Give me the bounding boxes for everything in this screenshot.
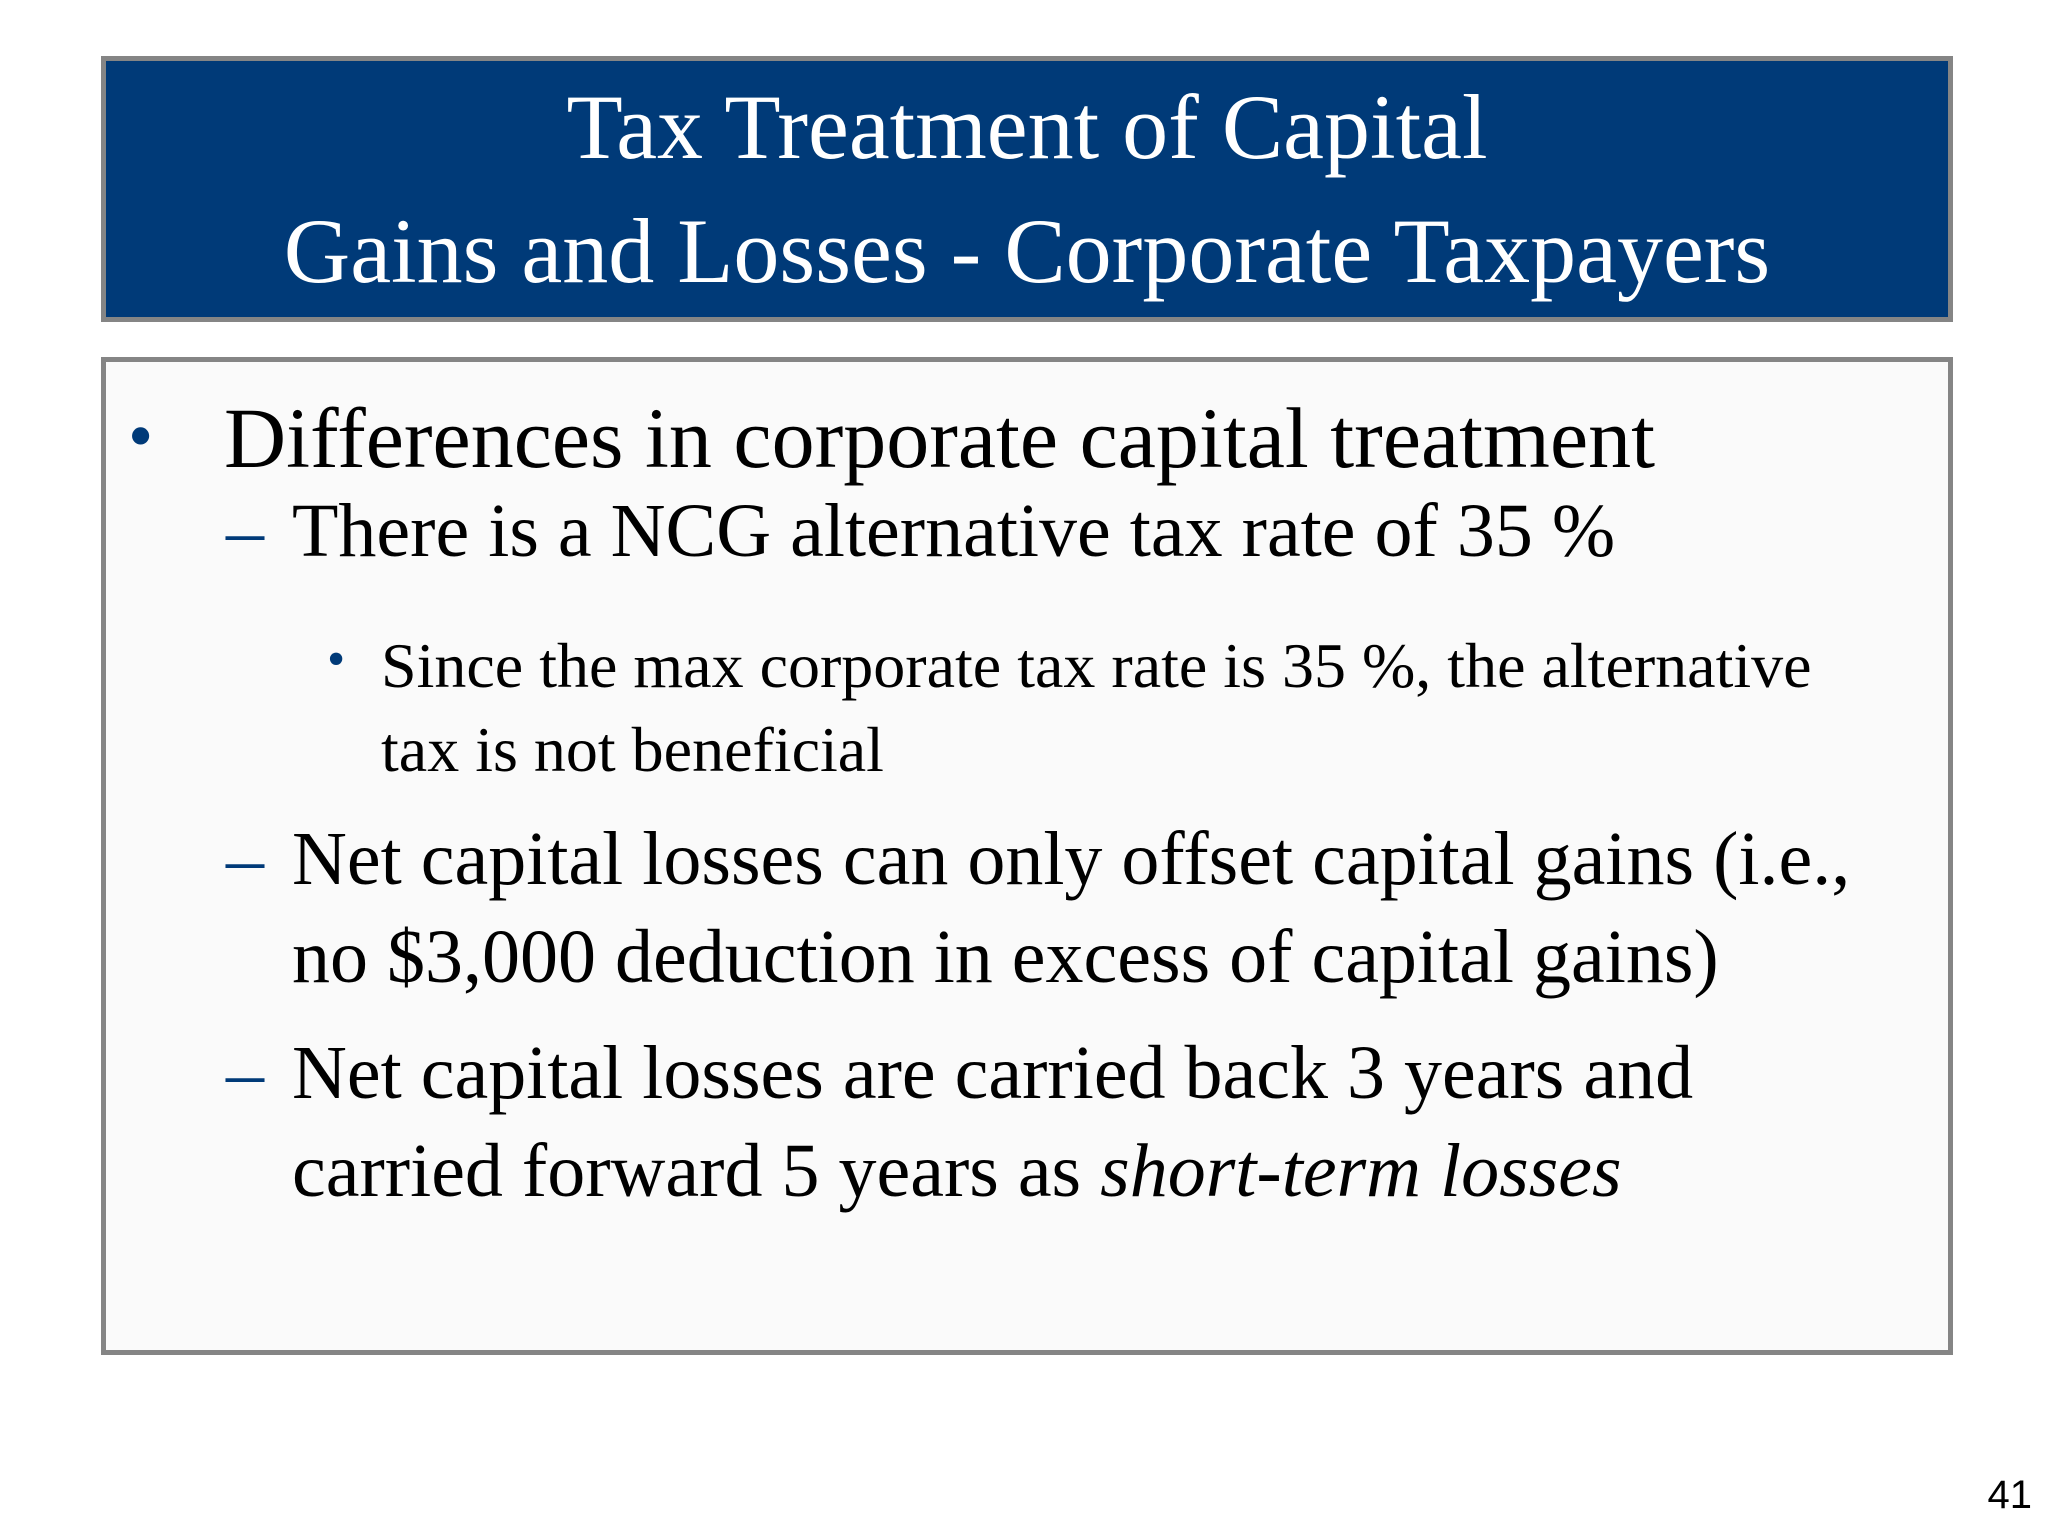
nested-bullet-line-2: tax is not beneficial bbox=[381, 714, 884, 785]
main-bullet-text: Differences in corporate capital treatment bbox=[224, 390, 1656, 486]
title-banner bbox=[101, 56, 1953, 322]
bullet-icon: • bbox=[327, 631, 346, 688]
sub-item-2-text bbox=[292, 810, 1912, 1006]
dash-icon: – bbox=[226, 817, 264, 901]
sub-item-3-text bbox=[292, 1024, 1912, 1220]
sub-item-3-emphasis: short-term losses bbox=[1100, 1129, 1622, 1213]
sub-item-1-text: There is a NCG alternative tax rate of 35 % bbox=[292, 489, 1616, 573]
sub-item-3-line-1: Net capital losses are carried back 3 years and bbox=[292, 1031, 1694, 1115]
content-box bbox=[101, 357, 1953, 1355]
nested-bullet-line-1: Since the max corporate tax rate is 35 %, the alternative bbox=[381, 630, 1812, 701]
sub-item-3-line-2: carried forward 5 years as bbox=[292, 1129, 1101, 1213]
nested-bullet-text bbox=[381, 624, 1921, 792]
sub-item-2-line-1: Net capital losses can only offset capital gains (i.e., bbox=[292, 817, 1851, 901]
title-line-1: Tax Treatment of Capital bbox=[566, 76, 1488, 178]
title-line-2: Gains and Losses - Corporate Taxpayers bbox=[283, 200, 1771, 302]
bullet-icon: • bbox=[128, 396, 154, 476]
sub-item-2-line-2: no $3,000 deduction in excess of capital gains) bbox=[292, 915, 1719, 999]
dash-icon: – bbox=[226, 489, 264, 573]
page-number: 41 bbox=[1987, 1473, 2032, 1517]
dash-icon: – bbox=[226, 1031, 264, 1115]
slide-title bbox=[284, 65, 1770, 313]
